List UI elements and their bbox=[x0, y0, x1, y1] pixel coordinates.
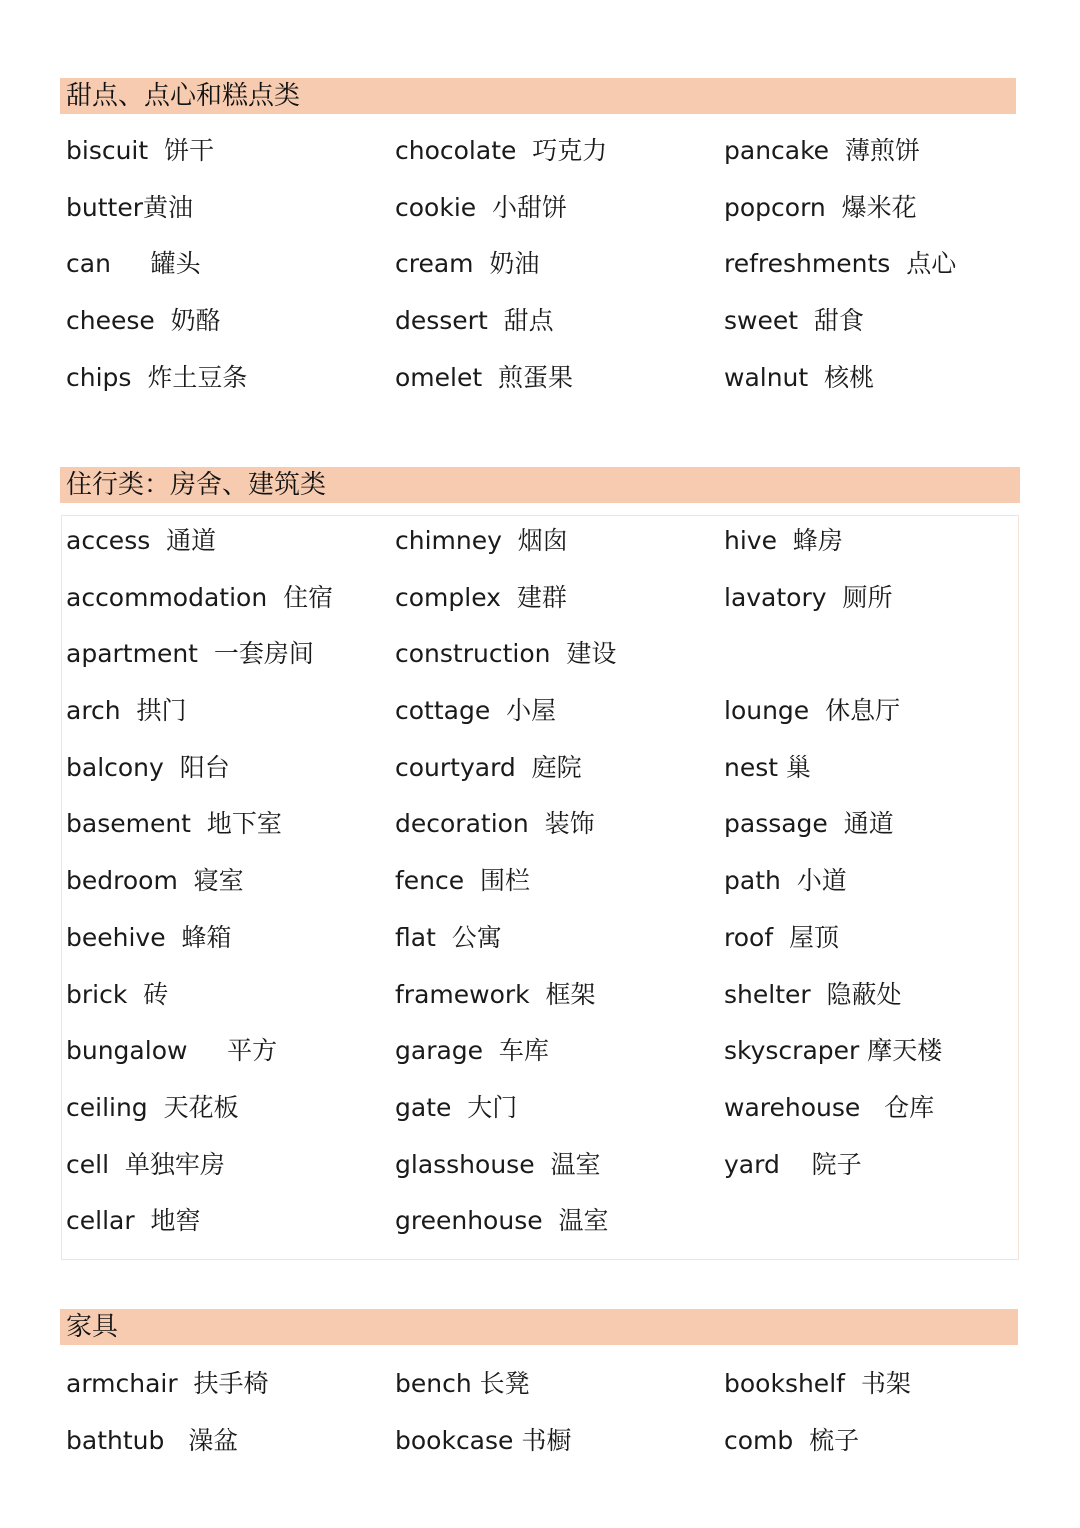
vocab-entry: garage 车库 bbox=[395, 1036, 549, 1066]
vocab-entry: can 罐头 bbox=[66, 249, 201, 279]
section-header-housing: 住行类：房舍、建筑类 bbox=[60, 467, 1020, 503]
vocab-entry: accommodation 住宿 bbox=[66, 582, 334, 612]
vocab-entry: sweet 甜食 bbox=[724, 306, 864, 336]
vocab-entry: apartment 一套房间 bbox=[66, 639, 314, 669]
vocab-entry: refreshments 点心 bbox=[724, 249, 957, 279]
vocab-entry: hive 蜂房 bbox=[724, 526, 843, 555]
vocab-entry: gate 大门 bbox=[395, 1092, 518, 1122]
vocab-entry: bookcase 书橱 bbox=[395, 1425, 572, 1455]
vocab-row bbox=[66, 131, 1026, 188]
vocab-row bbox=[66, 521, 1026, 578]
vocab-row bbox=[66, 748, 1026, 805]
vocab-entry: popcorn 爆米花 bbox=[724, 192, 917, 222]
vocab-entry: greenhouse 温室 bbox=[395, 1206, 609, 1236]
vocab-entry: flat 公寓 bbox=[395, 922, 502, 952]
vocab-entry: bedroom 寝室 bbox=[66, 866, 244, 896]
vocab-entry: warehouse 仓库 bbox=[724, 1092, 935, 1122]
vocab-row bbox=[66, 244, 1026, 301]
vocab-entry: decoration 装饰 bbox=[395, 809, 595, 839]
vocab-entry: shelter 隐蔽处 bbox=[724, 979, 902, 1009]
vocab-entry: lounge 休息厅 bbox=[724, 696, 901, 726]
vocab-entry: chocolate 巧克力 bbox=[395, 136, 608, 165]
vocab-grid-furniture bbox=[66, 1364, 1026, 1477]
vocab-entry: brick 砖 bbox=[66, 979, 169, 1009]
vocab-entry: armchair 扶手椅 bbox=[66, 1369, 269, 1398]
vocab-entry: passage 通道 bbox=[724, 809, 894, 839]
vocab-entry: cream 奶油 bbox=[395, 249, 540, 279]
vocab-entry: nest 巢 bbox=[724, 752, 811, 782]
vocab-grid-housing bbox=[66, 521, 1026, 1258]
vocab-entry: fence 围栏 bbox=[395, 866, 531, 896]
vocab-entry: biscuit 饼干 bbox=[66, 136, 215, 165]
vocab-entry: access 通道 bbox=[66, 526, 217, 555]
vocab-entry: cellar 地窖 bbox=[66, 1206, 201, 1236]
vocab-row bbox=[66, 1421, 1026, 1478]
vocab-entry: comb 梳子 bbox=[724, 1425, 860, 1455]
section-header-furniture: 家具 bbox=[60, 1309, 1018, 1345]
vocab-entry: complex 建群 bbox=[395, 582, 567, 612]
vocab-entry: cookie 小甜饼 bbox=[395, 192, 568, 222]
vocab-row bbox=[66, 1088, 1026, 1145]
vocab-entry: glasshouse 温室 bbox=[395, 1149, 601, 1179]
vocab-entry: path 小道 bbox=[724, 866, 847, 896]
vocab-row bbox=[66, 918, 1026, 975]
vocab-row bbox=[66, 301, 1026, 358]
vocab-entry: construction 建设 bbox=[395, 639, 617, 669]
vocab-entry: courtyard 庭院 bbox=[395, 752, 582, 782]
vocab-grid-desserts bbox=[66, 131, 1026, 414]
vocab-entry: basement 地下室 bbox=[66, 809, 282, 839]
vocab-entry: chips 炸土豆条 bbox=[66, 362, 248, 392]
vocab-row bbox=[66, 691, 1026, 748]
vocab-row bbox=[66, 188, 1026, 245]
vocab-entry: framework 框架 bbox=[395, 979, 596, 1009]
vocab-row bbox=[66, 861, 1026, 918]
vocab-entry: butter黄油 bbox=[66, 192, 193, 222]
vocab-row bbox=[66, 1364, 1026, 1421]
vocab-entry: lavatory 厕所 bbox=[724, 582, 893, 612]
vocab-row bbox=[66, 358, 1026, 415]
vocab-entry: pancake 薄煎饼 bbox=[724, 136, 920, 165]
vocab-entry: bench 长凳 bbox=[395, 1369, 530, 1398]
vocab-row bbox=[66, 975, 1026, 1032]
vocab-row bbox=[66, 634, 1026, 691]
vocab-entry: cell 单独牢房 bbox=[66, 1149, 225, 1179]
vocab-row bbox=[66, 1031, 1026, 1088]
vocab-entry: bathtub 澡盆 bbox=[66, 1425, 239, 1455]
vocab-entry: yard 院子 bbox=[724, 1149, 862, 1179]
vocab-entry: cheese 奶酪 bbox=[66, 306, 221, 336]
vocab-entry: ceiling 天花板 bbox=[66, 1092, 239, 1122]
vocab-entry: skyscraper 摩天楼 bbox=[724, 1036, 943, 1066]
vocab-entry: chimney 烟囱 bbox=[395, 526, 568, 555]
vocab-entry: walnut 核桃 bbox=[724, 362, 875, 392]
vocab-entry: omelet 煎蛋果 bbox=[395, 362, 574, 392]
vocab-entry: arch 拱门 bbox=[66, 696, 187, 726]
vocab-row bbox=[66, 1201, 1026, 1258]
vocab-entry: bungalow 平方 bbox=[66, 1036, 278, 1066]
vocab-entry: beehive 蜂箱 bbox=[66, 922, 232, 952]
vocab-entry: roof 屋顶 bbox=[724, 922, 840, 952]
vocab-row bbox=[66, 804, 1026, 861]
vocab-entry: dessert 甜点 bbox=[395, 306, 554, 336]
section-header-desserts: 甜点、点心和糕点类 bbox=[60, 78, 1016, 114]
vocab-entry: balcony 阳台 bbox=[66, 752, 230, 782]
vocab-row bbox=[66, 578, 1026, 635]
vocab-row bbox=[66, 1145, 1026, 1202]
vocab-entry: cottage 小屋 bbox=[395, 696, 557, 726]
vocab-entry: bookshelf 书架 bbox=[724, 1369, 911, 1398]
